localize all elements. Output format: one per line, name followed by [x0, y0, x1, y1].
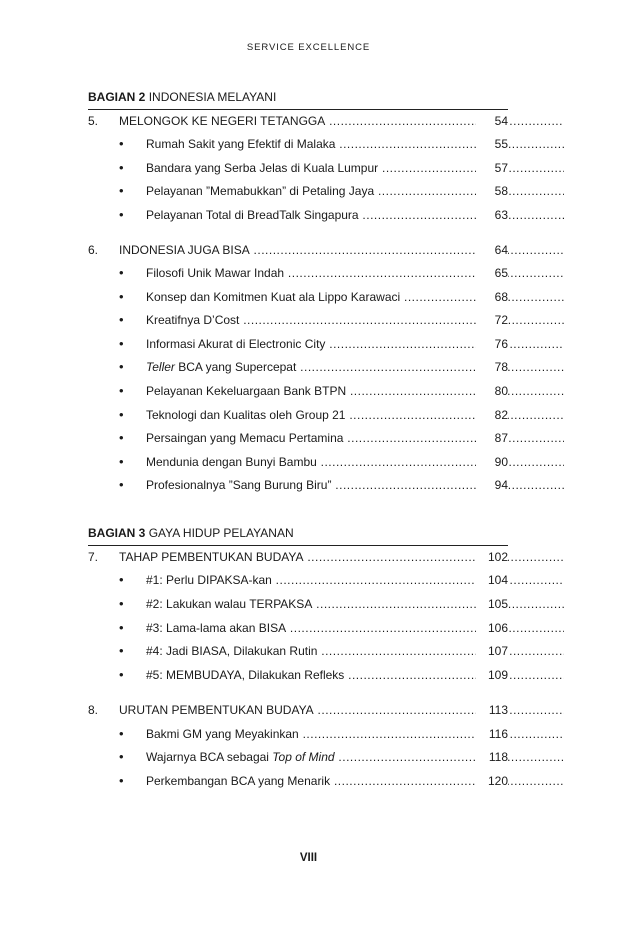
section-rule	[88, 545, 508, 546]
item-title: Perkembangan BCA yang Menarik .....	[146, 773, 564, 789]
toc-item[interactable]	[88, 477, 508, 493]
toc-chapter[interactable]	[88, 113, 508, 129]
toc-item[interactable]	[88, 596, 508, 612]
page-number: 90	[476, 454, 508, 470]
toc-item[interactable]	[88, 749, 508, 765]
page-number: 113	[476, 702, 508, 718]
item-title: Kreatifnya D’Cost .....	[146, 312, 564, 328]
page-number: 109	[476, 667, 508, 683]
page-number: 72	[476, 312, 508, 328]
section-heading	[88, 90, 276, 104]
chapter-number: 7.	[88, 550, 99, 564]
toc-chapter[interactable]	[88, 549, 508, 565]
toc-item[interactable]	[88, 312, 508, 328]
toc-item[interactable]	[88, 430, 508, 446]
bullet-icon: •	[119, 183, 124, 198]
item-title: #2: Lakukan walau TERPAKSA .....	[146, 596, 564, 612]
chapter-title: URUTAN PEMBENTUKAN BUDAYA .....	[119, 702, 564, 718]
page-number: 65	[476, 265, 508, 281]
item-title: Profesionalnya ”Sang Burung Biru” .....	[146, 477, 564, 493]
toc-item[interactable]	[88, 183, 508, 199]
toc-chapter[interactable]	[88, 702, 508, 718]
chapter-title: MELONGOK KE NEGERI TETANGGA .....	[119, 113, 564, 129]
page-number: 107	[476, 643, 508, 659]
toc-item[interactable]	[88, 383, 508, 399]
toc-item[interactable]	[88, 643, 508, 659]
toc-item[interactable]	[88, 454, 508, 470]
bullet-icon: •	[119, 773, 124, 788]
page-number: 106	[476, 620, 508, 636]
page-number: 78	[476, 359, 508, 375]
toc-item[interactable]	[88, 726, 508, 742]
chapter-title: INDONESIA JUGA BISA .....	[119, 242, 564, 258]
page-number: 118	[476, 749, 508, 765]
item-title-emphasis: Teller	[146, 360, 175, 374]
toc-item[interactable]	[88, 407, 508, 423]
item-title: Pelayanan ”Memabukkan” di Petaling Jaya .....	[146, 183, 564, 199]
toc-item[interactable]	[88, 336, 508, 352]
item-title: Bandara yang Serba Jelas di Kuala Lumpur .....	[146, 160, 564, 176]
page-number: 54	[476, 113, 508, 129]
toc-item[interactable]	[88, 265, 508, 281]
toc-chapter[interactable]	[88, 242, 508, 258]
toc-item[interactable]	[88, 667, 508, 683]
chapter-number: 5.	[88, 114, 99, 128]
item-title: Pelayanan Total di BreadTalk Singapura .....	[146, 207, 564, 223]
bullet-icon: •	[119, 407, 124, 422]
section-heading	[88, 526, 294, 540]
bullet-icon: •	[119, 383, 124, 398]
toc-item[interactable]	[88, 359, 508, 375]
item-title: Informasi Akurat di Electronic City .....	[146, 336, 564, 352]
item-title: #3: Lama-lama akan BISA .....	[146, 620, 564, 636]
bullet-icon: •	[119, 726, 124, 741]
bullet-icon: •	[119, 477, 124, 492]
page-number: 82	[476, 407, 508, 423]
item-title: Bakmi GM yang Meyakinkan .....	[146, 726, 564, 742]
item-title: Konsep dan Komitmen Kuat ala Lippo Karawaci .....	[146, 289, 564, 305]
page-number: 102	[476, 549, 508, 565]
item-title: Pelayanan Kekeluargaan Bank BTPN .....	[146, 383, 564, 399]
bullet-icon: •	[119, 336, 124, 351]
section-label: BAGIAN 2	[88, 90, 146, 104]
page-number: 63	[476, 207, 508, 223]
running-header: SERVICE EXCELLENCE	[246, 42, 371, 53]
bullet-icon: •	[119, 359, 124, 374]
bullet-icon: •	[119, 312, 124, 327]
page-number: 94	[476, 477, 508, 493]
page-number: 55	[476, 136, 508, 152]
item-title: #5: MEMBUDAYA, Dilakukan Refleks .....	[146, 667, 564, 683]
item-title: Rumah Sakit yang Efektif di Malaka .....	[146, 136, 564, 152]
page-number: 120	[476, 773, 508, 789]
bullet-icon: •	[119, 289, 124, 304]
page-number: 68	[476, 289, 508, 305]
section-rule	[88, 109, 508, 110]
bullet-icon: •	[119, 136, 124, 151]
bullet-icon: •	[119, 620, 124, 635]
toc-item[interactable]	[88, 136, 508, 152]
bullet-icon: •	[119, 749, 124, 764]
item-title: #4: Jadi BIASA, Dilakukan Rutin .....	[146, 643, 564, 659]
item-title-rest: BCA yang Supercepat	[174, 360, 297, 374]
page-folio: VIII	[299, 852, 318, 864]
item-title: Teknologi dan Kualitas oleh Group 21 .....	[146, 407, 564, 423]
bullet-icon: •	[119, 430, 124, 445]
item-title-rest: Wajarnya BCA sebagai	[146, 750, 273, 764]
page-number: 87	[476, 430, 508, 446]
bullet-icon: •	[119, 207, 124, 222]
section-label: BAGIAN 3	[88, 526, 146, 540]
item-title: Persaingan yang Memacu Pertamina .....	[146, 430, 564, 446]
page-number: 58	[476, 183, 508, 199]
page-number: 105	[476, 596, 508, 612]
bullet-icon: •	[119, 454, 124, 469]
chapter-title: TAHAP PEMBENTUKAN BUDAYA .....	[119, 549, 564, 565]
page-number: 104	[476, 572, 508, 588]
section-title: GAYA HIDUP PELAYANAN	[148, 526, 294, 540]
item-title-emphasis: Top of Mind	[272, 750, 335, 764]
page-number: 57	[476, 160, 508, 176]
bullet-icon: •	[119, 572, 124, 587]
toc-item[interactable]	[88, 572, 508, 588]
chapter-number: 8.	[88, 703, 99, 717]
toc-item[interactable]	[88, 207, 508, 223]
bullet-icon: •	[119, 265, 124, 280]
bullet-icon: •	[119, 596, 124, 611]
page-number: 76	[476, 336, 508, 352]
chapter-number: 6.	[88, 243, 99, 257]
toc-item[interactable]	[88, 289, 508, 305]
section-title: INDONESIA MELAYANI	[148, 90, 277, 104]
item-title: Mendunia dengan Bunyi Bambu .....	[146, 454, 564, 470]
bullet-icon: •	[119, 160, 124, 175]
page-number: 80	[476, 383, 508, 399]
item-title: Filosofi Unik Mawar Indah .....	[146, 265, 564, 281]
toc-item[interactable]	[88, 160, 508, 176]
page-number: 116	[476, 726, 508, 742]
toc-item[interactable]	[88, 773, 508, 789]
item-title: #1: Perlu DIPAKSA-kan .....	[146, 572, 564, 588]
bullet-icon: •	[119, 667, 124, 682]
page-number: 64	[476, 242, 508, 258]
toc-item[interactable]	[88, 620, 508, 636]
bullet-icon: •	[119, 643, 124, 658]
